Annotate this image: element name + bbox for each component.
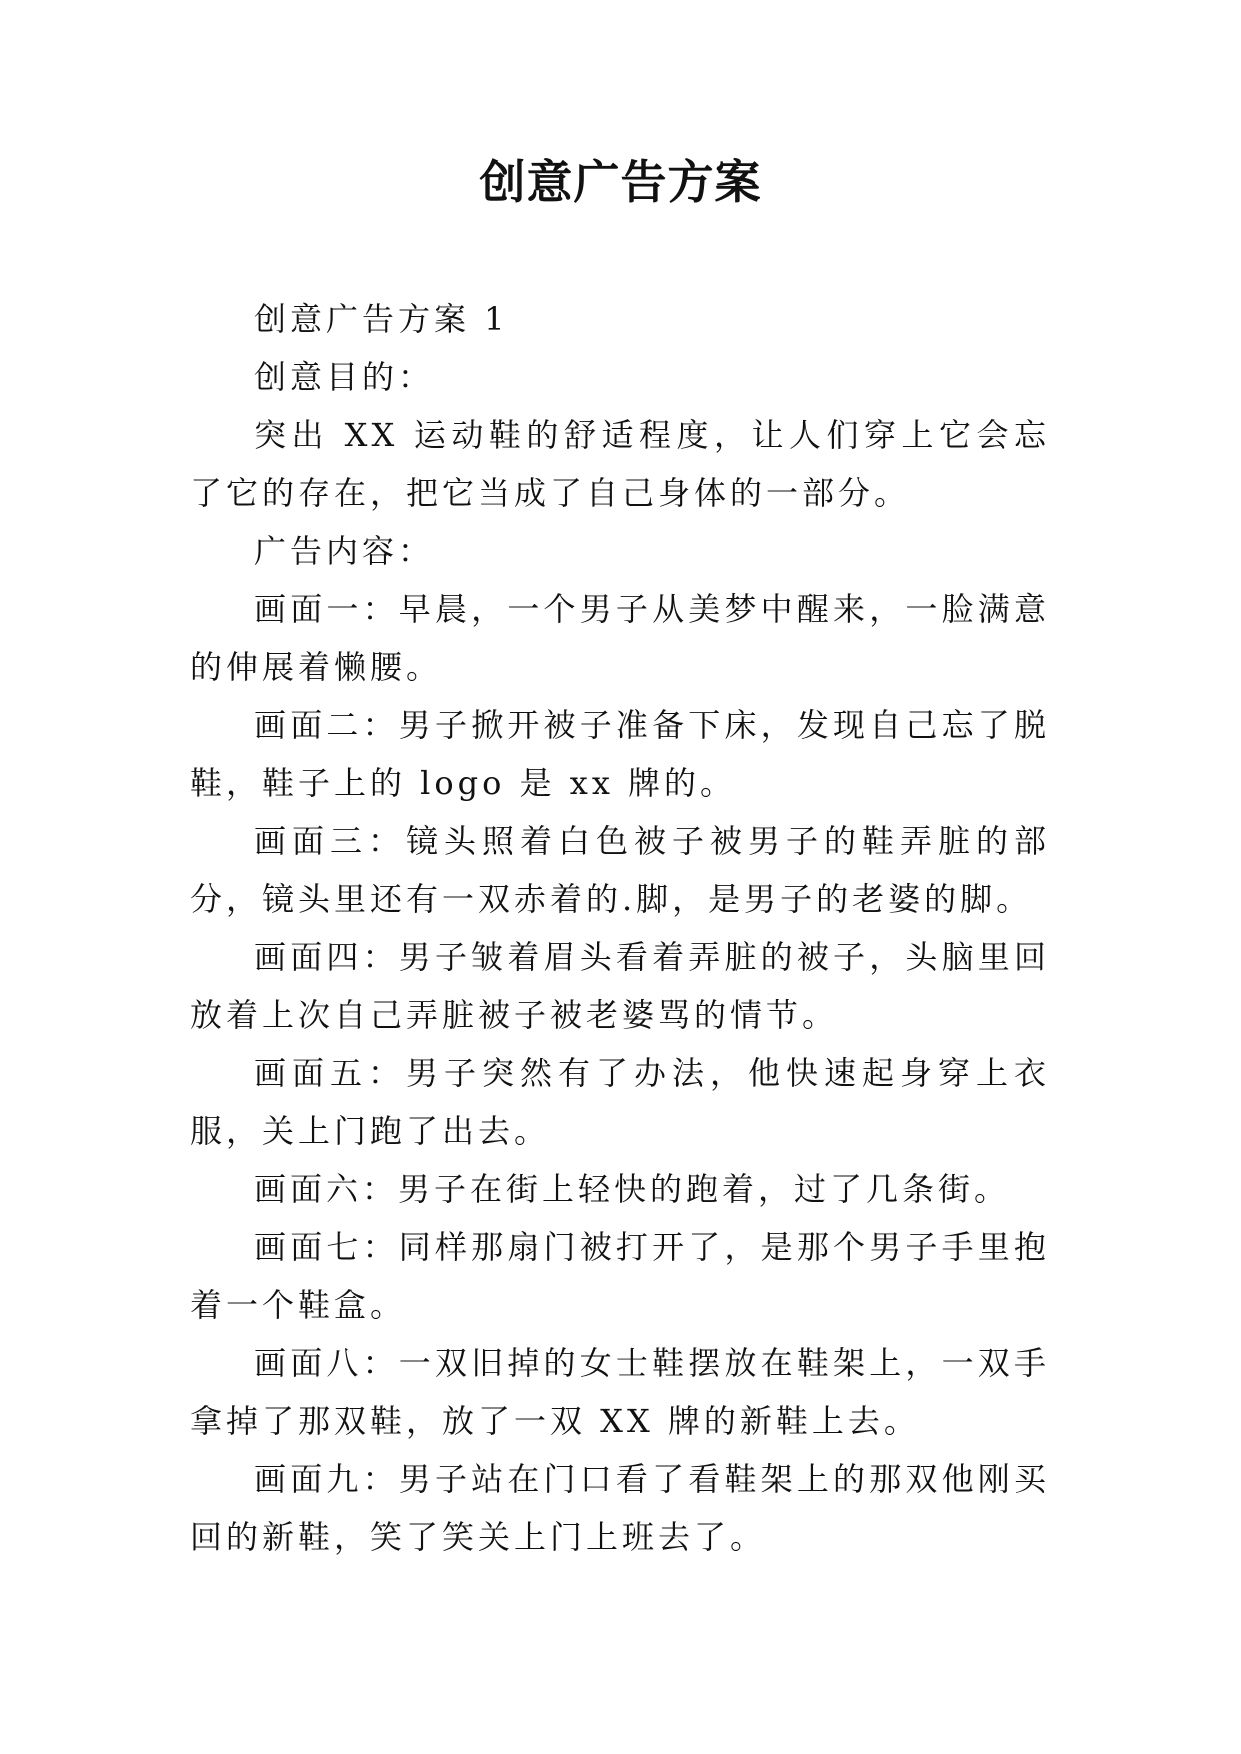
paragraph-scene-8: 画面八：一双旧掉的女士鞋摆放在鞋架上，一双手拿掉了那双鞋，放了一双 XX 牌的新鞋上去。 xyxy=(190,1344,1050,1440)
paragraph-scene-9: 画面九：男子站在门口看了看鞋架上的那双他刚买回的新鞋，笑了笑关上门上班去了。 xyxy=(190,1460,1050,1556)
document-body xyxy=(190,290,1050,1566)
paragraph-scene-4: 画面四：男子皱着眉头看着弄脏的被子，头脑里回放着上次自己弄脏被子被老婆骂的情节。 xyxy=(190,938,1050,1034)
paragraph-scene-7: 画面七：同样那扇门被打开了，是那个男子手里抱着一个鞋盒。 xyxy=(190,1228,1050,1324)
paragraph-section-heading: 创意广告方案 1 xyxy=(254,300,509,338)
document-title: 创意广告方案 xyxy=(479,155,762,209)
paragraph-scene-1: 画面一：早晨，一个男子从美梦中醒来，一脸满意的伸展着懒腰。 xyxy=(190,590,1050,686)
paragraph-content-label: 广告内容： xyxy=(254,532,435,570)
paragraph-scene-2: 画面二：男子掀开被子准备下床，发现自己忘了脱鞋，鞋子上的 logo 是 xx 牌的。 xyxy=(190,706,1050,802)
paragraph-scene-5: 画面五：男子突然有了办法，他快速起身穿上衣服，关上门跑了出去。 xyxy=(190,1054,1050,1150)
paragraph-scene-6: 画面六：男子在街上轻快的跑着，过了几条街。 xyxy=(254,1170,1011,1208)
paragraph-purpose-text: 突出 XX 运动鞋的舒适程度，让人们穿上它会忘了它的存在，把它当成了自己身体的一部分。 xyxy=(190,416,1050,512)
paragraph-purpose-label: 创意目的： xyxy=(254,358,435,396)
paragraph-scene-3: 画面三：镜头照着白色被子被男子的鞋弄脏的部分，镜头里还有一双赤着的.脚，是男子的老婆的脚。 xyxy=(190,822,1050,918)
